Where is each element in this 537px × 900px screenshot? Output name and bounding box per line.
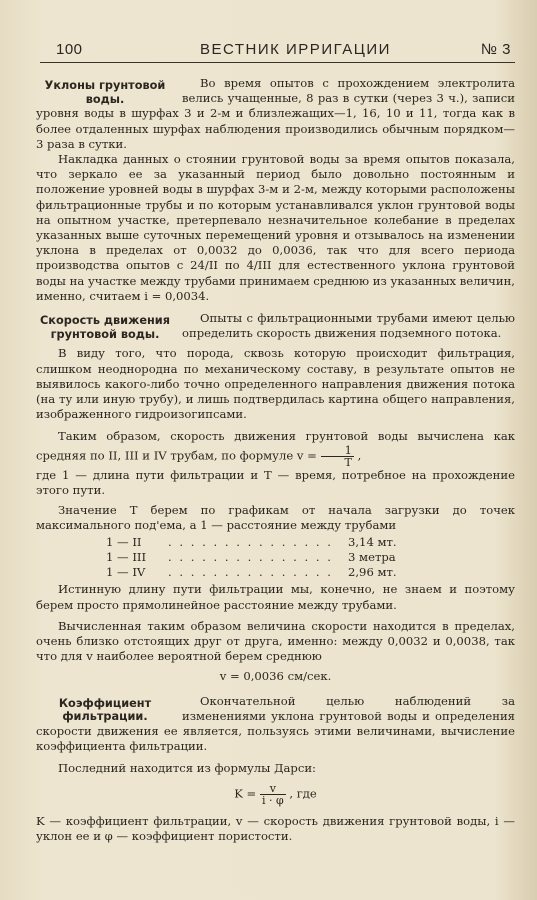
darcy-formula xyxy=(36,783,515,806)
paragraph: Опыты с фильтрационными трубами имеют целью определить скорость движения подземного потока. xyxy=(182,311,515,341)
issue-number: № 3 xyxy=(480,41,511,58)
paragraph: Окончательной целью наблюдений за изменениями уклона грунтовой воды и определения скорости движения ее является, пользуясь этими величинами, вычисление коэффициента фильтрации. xyxy=(36,693,515,754)
leader-dots: . . . . . . . . . . . . . . . xyxy=(168,565,333,580)
page-number: 100 xyxy=(56,41,83,58)
leader-dots: . . . . . . . . . . . . . . . xyxy=(168,550,333,565)
paragraph: Вычисленная таким образом величина скорости находится в пределах, очень близко отстоящих друг от друга, именно: между 0,0032 и 0,0038, так что для v наиболее вероятной берем среднюю xyxy=(36,618,515,664)
formula-text: Таким образом, скорость движения грунтовой воды вычислена как средняя по II, III и IV трубам, по формуле v = xyxy=(36,429,515,463)
paragraph: Истинную длину пути фильтрации мы, конечно, не знаем и поэтому берем просто прямолинейное расстояние между трубами. xyxy=(36,582,515,612)
article-body xyxy=(36,76,515,844)
formula-text: , xyxy=(353,448,362,463)
paragraph: Во время опытов с прохождением электролита велись учащенные, 8 раз в сутки (через 3 ч.), записи уровня воды в шурфах 3 и 2-м и близлежащих—1, 16, 10 и 11, тогда как в более отдаленных шурфах наблюдения производились обычным порядком—3 раза в сутки. xyxy=(36,76,515,151)
section-groundwater-slopes xyxy=(36,76,515,304)
section-heading: Скорость движения грунтовой воды. xyxy=(40,314,170,341)
page-header xyxy=(40,38,515,63)
fraction-denominator: T xyxy=(344,455,352,469)
formula-legend: K — коэффициент фильтрации, v — скорость движения грунтовой воды, i — уклон ее и φ — коэффициент пористости. xyxy=(36,813,515,843)
distance-label: 1 — IV xyxy=(106,565,146,580)
leader-dots: . . . . . . . . . . . . . . . xyxy=(168,535,333,550)
section-heading: Уклоны грунтовой воды. xyxy=(44,79,166,106)
fraction-numerator: v xyxy=(260,783,286,795)
formula-text: , где xyxy=(285,786,317,801)
formula-lhs: K = xyxy=(234,786,260,801)
distance-label: 1 — II xyxy=(106,535,142,550)
paragraph: Накладка данных о стоянии грунтовой воды за время опытов показала, что зеркало ее за указанный период было довольно постоянным и положение уровней воды в шурфах 3-м и 2-м, между которыми расположены фильтрационные трубы и по которым устанавливался уклон грунтовой воды на опытном участке, претерпевало незначительное колебание в пределах указанных выше суточных перемещений уровня и отзывалось на изменении уклона в пределах от 0,0032 до 0,0036, так что для всего периода производства опытов с 24/II по 4/III для естественного уклона грунтовой воды на участке между трубами принимаем среднюю из указанных величин, именно, считаем i = 0,0034. xyxy=(36,152,515,303)
paragraph: где 1 — длина пути фильтрации и T — время, потребное на прохождение этого пути. xyxy=(36,467,515,497)
paragraph: Значение T берем по графикам от начала загрузки до точек максимального под'ема, а 1 — расстояние между трубами xyxy=(36,503,515,533)
paragraph: Последний находится из формулы Дарси: xyxy=(58,761,316,776)
section-filtration-coefficient xyxy=(36,694,515,844)
velocity-formula-paragraph xyxy=(36,429,515,467)
distance-value: 3,14 мт. xyxy=(348,535,397,550)
distance-label: 1 — III xyxy=(106,550,147,565)
paragraph: В виду того, что порода, сквозь которую происходит фильтрация, слишком неоднородна по механическому составу, в результате опытов не выявилось какого-либо точно определенного направления движения потока (на ту или иную трубу), и лишь подтвердилась картина общего направления, изображенного гидроизогипсами. xyxy=(36,346,515,422)
journal-title: ВЕСТНИК ИРРИГАЦИИ xyxy=(200,41,391,58)
section-groundwater-velocity xyxy=(36,311,515,682)
fraction-denominator: i · φ xyxy=(261,793,284,807)
table-row xyxy=(106,565,420,580)
section-heading: Коэффициент фильтрации. xyxy=(58,696,152,723)
fraction-numerator: 1 xyxy=(321,445,354,457)
distance-value: 2,96 мт. xyxy=(348,565,397,580)
table-row xyxy=(106,550,420,565)
pipe-distance-table xyxy=(106,535,420,580)
velocity-fraction xyxy=(321,445,354,468)
darcy-fraction xyxy=(260,783,286,806)
table-row xyxy=(106,535,420,550)
distance-value: 3 метра xyxy=(348,550,396,565)
velocity-result: v = 0,0036 см/сек. xyxy=(219,668,332,683)
